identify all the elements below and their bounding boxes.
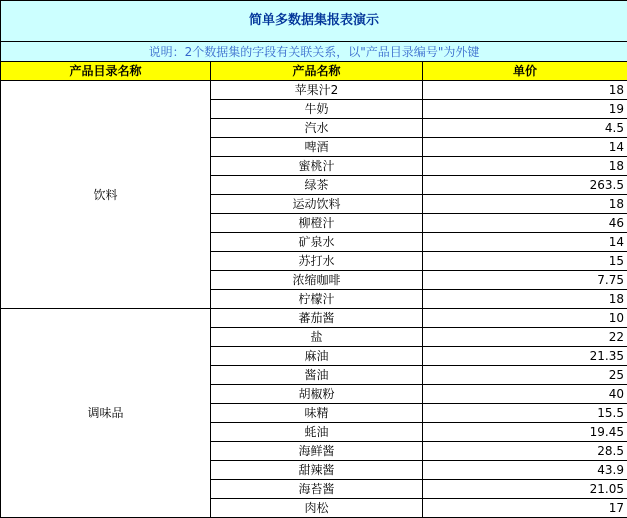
product-name-cell: 苏打水 [211,252,423,271]
report-title: 简单多数据集报表演示 [1,1,627,42]
product-name-cell: 牛奶 [211,100,423,119]
product-name-cell: 汽水 [211,119,423,138]
product-name-cell: 甜辣酱 [211,461,423,480]
product-name-cell: 胡椒粉 [211,385,423,404]
product-name-cell: 浓缩咖啡 [211,271,423,290]
product-name-cell: 肉松 [211,499,423,518]
product-name-cell: 味精 [211,404,423,423]
price-cell: 263.5 [423,176,627,195]
price-cell: 25 [423,366,627,385]
price-cell: 18 [423,195,627,214]
price-cell: 22 [423,328,627,347]
title-row [1,1,627,42]
price-cell: 4.5 [423,119,627,138]
price-cell: 18 [423,81,627,100]
header-category: 产品目录名称 [1,62,211,81]
price-cell: 15 [423,252,627,271]
price-cell: 15.5 [423,404,627,423]
price-cell: 10 [423,309,627,328]
product-name-cell: 蕃茄酱 [211,309,423,328]
price-cell: 14 [423,233,627,252]
price-cell: 17 [423,499,627,518]
price-cell: 21.35 [423,347,627,366]
price-cell: 40 [423,385,627,404]
product-name-cell: 啤酒 [211,138,423,157]
price-cell: 14 [423,138,627,157]
header-row [1,62,627,81]
price-cell: 46 [423,214,627,233]
price-cell: 7.75 [423,271,627,290]
price-cell: 19 [423,100,627,119]
price-cell: 19.45 [423,423,627,442]
product-name-cell: 海鲜酱 [211,442,423,461]
product-name-cell: 柠檬汁 [211,290,423,309]
category-cell: 调味品 [1,309,211,518]
product-name-cell: 绿茶 [211,176,423,195]
product-name-cell: 柳橙汁 [211,214,423,233]
price-cell: 18 [423,290,627,309]
product-name-cell: 麻油 [211,347,423,366]
price-cell: 43.9 [423,461,627,480]
category-cell: 饮料 [1,81,211,309]
report-note: 说明：2个数据集的字段有关联关系，以"产品目录编号"为外键 [1,42,627,62]
table-row [1,81,627,100]
product-name-cell: 盐 [211,328,423,347]
product-name-cell: 苹果汁2 [211,81,423,100]
product-name-cell: 运动饮料 [211,195,423,214]
product-name-cell: 矿泉水 [211,233,423,252]
product-name-cell: 海苔酱 [211,480,423,499]
price-cell: 28.5 [423,442,627,461]
header-product: 产品名称 [211,62,423,81]
header-price: 单价 [423,62,627,81]
table-row [1,309,627,328]
product-name-cell: 蚝油 [211,423,423,442]
note-row [1,42,627,62]
price-cell: 21.05 [423,480,627,499]
price-cell: 18 [423,157,627,176]
product-name-cell: 蜜桃汁 [211,157,423,176]
product-name-cell: 酱油 [211,366,423,385]
